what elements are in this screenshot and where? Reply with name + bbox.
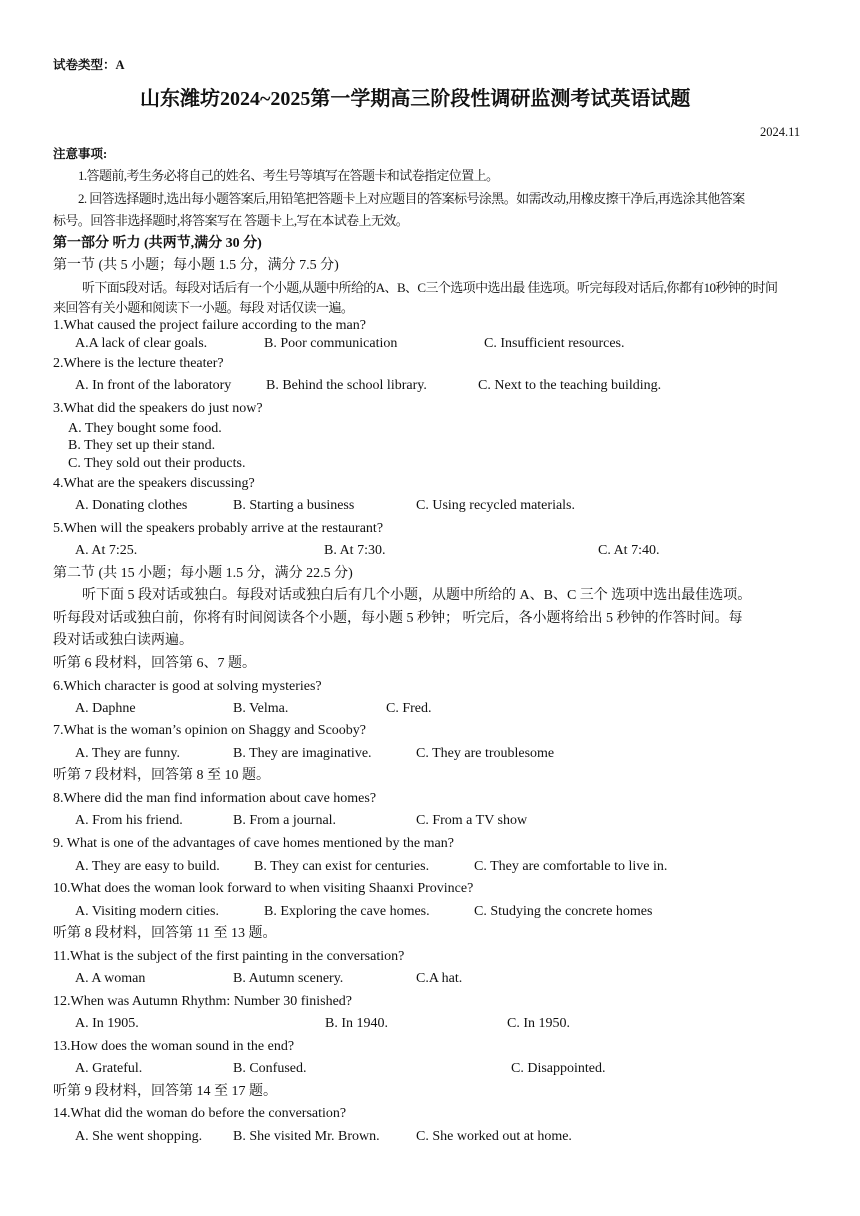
question-8: 8.Where did the man find information about cave homes? <box>53 791 377 806</box>
q10-option-a: A. Visiting modern cities. <box>75 904 219 919</box>
question-10: 10.What does the woman look forward to when visiting Shaanxi Province? <box>53 881 474 896</box>
q13-option-a: A. Grateful. <box>75 1061 143 1076</box>
section1-instructions: 听下面5段对话。每段对话后有一个小题,从题中所给的A、B、C三个选项中选出最 佳选项。听完每段对话后,你都有10秒钟的时间 <box>82 280 778 295</box>
q12-option-c: C. In 1950. <box>507 1016 570 1031</box>
material-8-label: 听第 8 段材料，回答第 11 至 13 题。 <box>53 926 277 941</box>
q1-option-c: C. Insufficient resources. <box>484 336 625 351</box>
notes-heading: 注意事项: <box>53 147 108 161</box>
paper-type: 试卷类型：A <box>53 58 125 72</box>
question-9: 9. What is one of the advantages of cave homes mentioned by the man? <box>53 836 454 851</box>
q3-option-b: B. They set up their stand. <box>68 438 216 453</box>
exam-title: 山东潍坊2024~2025第一学期高三阶段性调研监测考试英语试题 <box>140 88 691 110</box>
section1-instructions-cont: 来回答有关小题和阅读下一小题。每段 对话仅读一遍。 <box>53 300 354 315</box>
q3-option-a: A. They bought some food. <box>68 421 222 436</box>
q8-option-a: A. From his friend. <box>75 813 183 828</box>
q1-option-a: A.A lack of clear goals. <box>75 336 208 351</box>
q6-option-a: A. Daphne <box>75 701 136 716</box>
section2-instructions-end: 段对话或独白读两遍。 <box>53 633 193 648</box>
q3-option-c: C. They sold out their products. <box>68 456 246 471</box>
question-6: 6.Which character is good at solving mysteries? <box>53 679 322 694</box>
section1-heading: 第一节 (共 5 小题；每小题 1.5 分，满分 7.5 分) <box>53 258 339 273</box>
q6-option-b: B. Velma. <box>233 701 289 716</box>
q7-option-b: B. They are imaginative. <box>233 746 372 761</box>
section2-instructions-cont: 听每段对话或独白前，你将有时间阅读各个小题，每小题 5 秒钟； 听完后，各小题将给出 5 秒钟的作答时间。每 <box>53 611 743 626</box>
q9-option-a: A. They are easy to build. <box>75 859 220 874</box>
q13-option-c: C. Disappointed. <box>511 1061 606 1076</box>
q8-option-c: C. From a TV show <box>416 813 528 828</box>
notes-item-1: 1.答题前,考生务必将自己的姓名、考生号等填写在答题卡和试卷指定位置上。 <box>78 168 499 183</box>
q12-option-a: A. In 1905. <box>75 1016 139 1031</box>
part1-heading: 第一部分 听力 (共两节,满分 30 分) <box>53 236 262 251</box>
q11-option-c: C.A hat. <box>416 971 463 986</box>
q14-option-a: A. She went shopping. <box>75 1129 203 1144</box>
question-4: 4.What are the speakers discussing? <box>53 476 255 491</box>
question-7: 7.What is the woman’s opinion on Shaggy and Scooby? <box>53 723 367 738</box>
q9-option-c: C. They are comfortable to live in. <box>474 859 668 874</box>
q2-option-c: C. Next to the teaching building. <box>478 378 662 393</box>
q7-option-a: A. They are funny. <box>75 746 180 761</box>
material-7-label: 听第 7 段材料，回答第 8 至 10 题。 <box>53 768 270 783</box>
q13-option-b: B. Confused. <box>233 1061 307 1076</box>
notes-item-2: 2. 回答选择题时,选出每小题答案后,用铅笔把答题卡上对应题目的答案标号涂黑。如需改动,用橡皮擦干净后,再选涂其他答案 <box>78 191 745 206</box>
notes-item-2-cont: 标号。回答非选择题时,将答案写在 答题卡上,写在本试卷上无效。 <box>53 213 409 228</box>
question-1: 1.What caused the project failure according to the man? <box>53 318 366 333</box>
section2-instructions: 听下面 5 段对话或独白。每段对话或独白后有几个小题，从题中所给的 A、B、C 三个 选项中选出最佳选项。 <box>82 588 752 603</box>
q9-option-b: B. They can exist for centuries. <box>254 859 430 874</box>
question-12: 12.When was Autumn Rhythm: Number 30 finished? <box>53 994 353 1009</box>
question-5: 5.When will the speakers probably arrive at the restaurant? <box>53 521 384 536</box>
question-14: 14.What did the woman do before the conversation? <box>53 1106 347 1121</box>
q5-option-c: C. At 7:40. <box>598 543 660 558</box>
q14-option-b: B. She visited Mr. Brown. <box>233 1129 380 1144</box>
q4-option-c: C. Using recycled materials. <box>416 498 576 513</box>
q10-option-c: C. Studying the concrete homes <box>474 904 653 919</box>
q4-option-a: A. Donating clothes <box>75 498 188 513</box>
q8-option-b: B. From a journal. <box>233 813 337 828</box>
material-6-label: 听第 6 段材料，回答第 6、7 题。 <box>53 656 256 671</box>
q6-option-c: C. Fred. <box>386 701 432 716</box>
q12-option-b: B. In 1940. <box>325 1016 388 1031</box>
question-11: 11.What is the subject of the first painting in the conversation? <box>53 949 405 964</box>
q4-option-b: B. Starting a business <box>233 498 355 513</box>
q11-option-b: B. Autumn scenery. <box>233 971 344 986</box>
section2-heading: 第二节 (共 15 小题；每小题 1.5 分，满分 22.5 分) <box>53 566 353 581</box>
q1-option-b: B. Poor communication <box>264 336 398 351</box>
q5-option-a: A. At 7:25. <box>75 543 138 558</box>
q7-option-c: C. They are troublesome <box>416 746 555 761</box>
q14-option-c: C. She worked out at home. <box>416 1129 572 1144</box>
q5-option-b: B. At 7:30. <box>324 543 386 558</box>
question-2: 2.Where is the lecture theater? <box>53 356 224 371</box>
question-13: 13.How does the woman sound in the end? <box>53 1039 295 1054</box>
material-9-label: 听第 9 段材料，回答第 14 至 17 题。 <box>53 1084 277 1099</box>
q11-option-a: A. A woman <box>75 971 146 986</box>
q2-option-b: B. Behind the school library. <box>266 378 427 393</box>
q2-option-a: A. In front of the laboratory <box>75 378 232 393</box>
exam-date: 2024.11 <box>760 125 801 139</box>
q10-option-b: B. Exploring the cave homes. <box>264 904 430 919</box>
question-3: 3.What did the speakers do just now? <box>53 401 263 416</box>
